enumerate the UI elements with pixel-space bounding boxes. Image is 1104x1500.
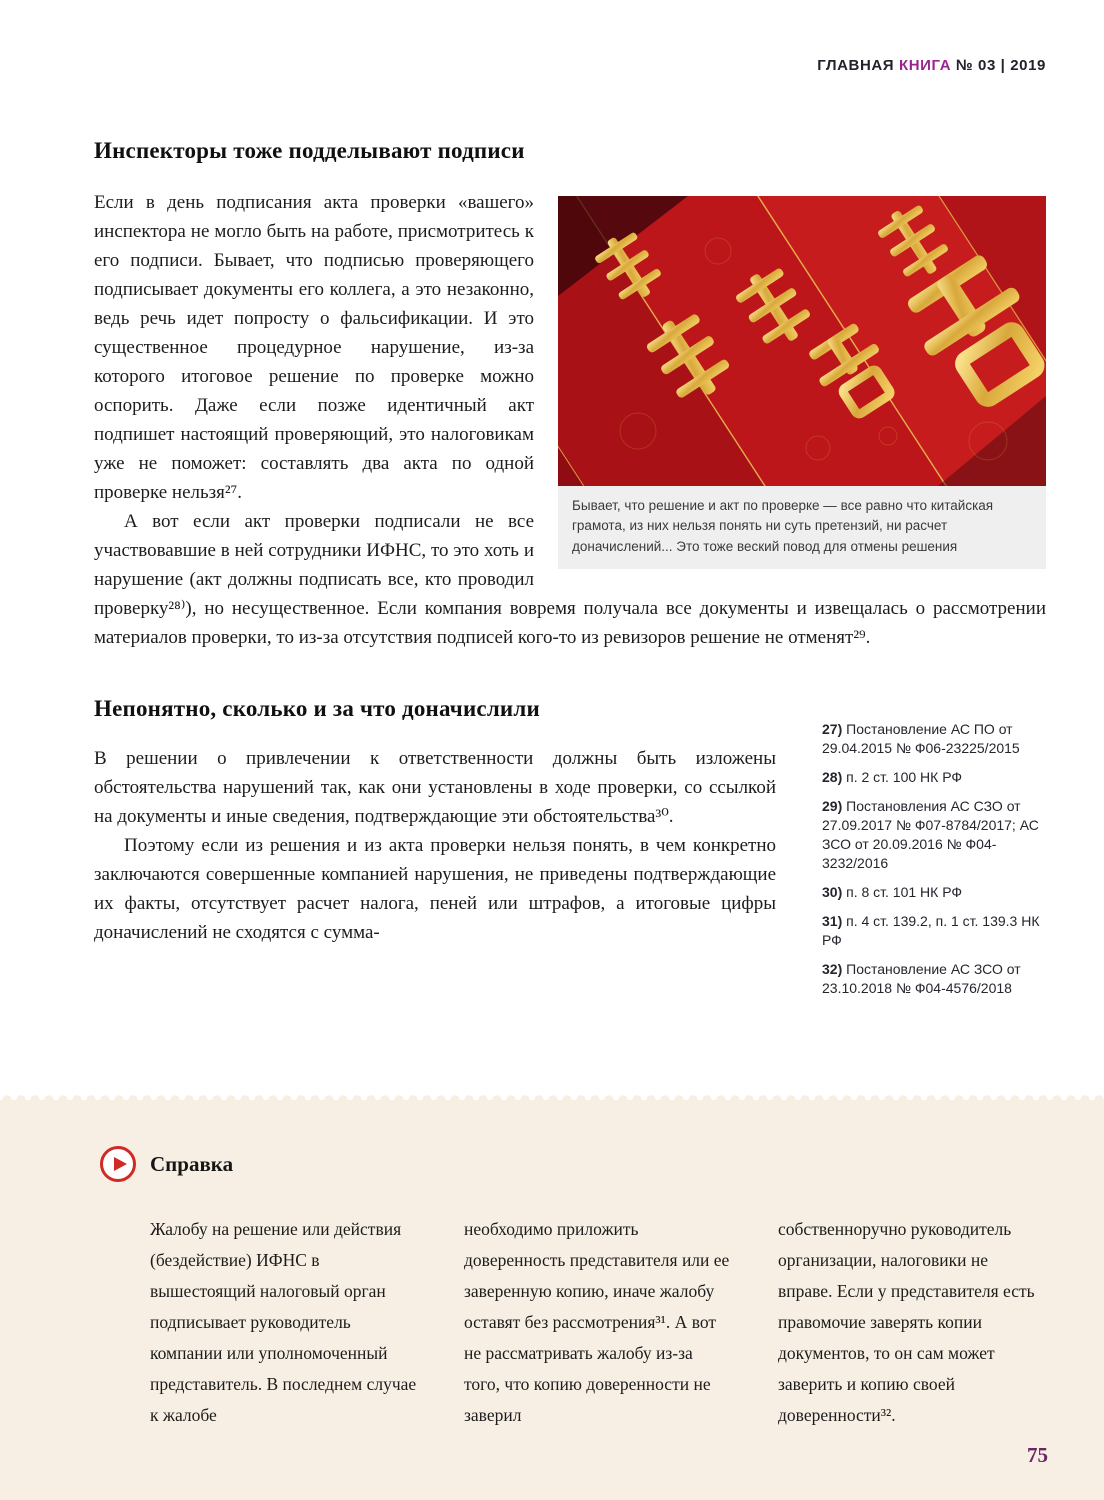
footnote	[822, 768, 1046, 787]
section1-title: Инспекторы тоже подделывают подписи	[94, 138, 525, 163]
footnote	[822, 883, 1046, 902]
body-paragraph: Поэтому если из решения и из акта проверки нельзя понять, в чем конкретно заключаются совершенные компанией нарушения, не приведены подтверждающие их факты, отсутствует расчет налога, пеней или штрафов, а итоговые цифры доначислений не сходятся с сумма-	[94, 835, 776, 943]
article-body	[94, 138, 1046, 1008]
body-paragraph: В решении о привлечении к ответственности должны быть изложены обстоятельства нарушений так, как они установлены в ходе проверки, со ссылкой на документы и иные сведения, подтверждающие эти обстоятельства³⁰.	[94, 748, 776, 827]
footnote-text: Постановление АС ЗСО от 23.10.2018 № Ф04-4576/2018	[822, 961, 1021, 996]
reference-col-2: необходимо приложить доверенность представителя или ее заверенную копию, иначе жалобу оставят без рассмотрения³¹. А вот не рассматривать жалобу из-за того, что копию доверенности не заверил	[464, 1219, 730, 1425]
footnote-number: 27)	[822, 721, 843, 737]
reference-box	[0, 1100, 1104, 1500]
section2-main-column	[94, 696, 776, 1008]
footnote-text: Постановления АС СЗО от 27.09.2017 № Ф07-8784/2017; АС ЗСО от 20.09.2016 № Ф04-3232/2016	[822, 798, 1039, 871]
footnote-number: 28)	[822, 769, 843, 785]
reference-header	[100, 1146, 1046, 1182]
footnote	[822, 720, 1046, 758]
footnote	[822, 797, 1046, 873]
brand-name-part1: ГЛАВНАЯ	[817, 57, 895, 74]
photo-caption: Бывает, что решение и акт по проверке — все равно что китайская грамота, из них нельзя понять ни суть претензий, ни расчет доначислений... Это тоже веский повод для отмены решения	[558, 486, 1046, 569]
brand-name-part2: КНИГА	[898, 57, 952, 74]
footnote-number: 30)	[822, 884, 843, 900]
footnote-number: 29)	[822, 798, 843, 814]
footnote-text: п. 4 ст. 139.2, п. 1 ст. 139.3 НК РФ	[822, 913, 1040, 948]
section2	[94, 652, 1046, 1008]
page-number: 75	[1027, 1443, 1048, 1467]
play-icon	[100, 1146, 136, 1182]
reference-col-1: Жалобу на решение или действия (бездействие) ИФНС в вышестоящий налоговый орган подписывает руководитель компании или уполномоченный представитель. В последнем случае к жалобе	[150, 1219, 417, 1425]
footnote-number: 31)	[822, 913, 843, 929]
article-figure	[558, 196, 1046, 569]
reference-columns	[150, 1214, 1046, 1431]
footnote-text: Постановление АС ПО от 29.04.2015 № Ф06-23225/2015	[822, 721, 1020, 756]
triangle-icon	[114, 1157, 127, 1171]
footnote-number: 32)	[822, 961, 843, 977]
footnote	[822, 912, 1046, 950]
body-paragraph: Если в день подписания акта проверки «вашего» инспектора не могло быть на работе, присмотритесь к его подписи. Бывает, что подписью проверяющего подписывает документы его коллега, а это незаконно, ведь речь идет попросту о фальсификации. И это существенное процедурное нарушение, из-за которого итоговое решение по проверке можно оспорить. Даже если позже идентичный акт подпишет настоящий проверяющий, это налоговикам уже не поможет: составлять два акта по одной проверке нельзя²⁷.	[94, 192, 534, 503]
issue-number: № 03 | 2019	[955, 57, 1046, 74]
magazine-header	[817, 57, 1046, 74]
body-paragraph: А вот если акт проверки подписали не все участвовавшие в ней сотрудники ИФНС, то это хоть и нарушение (акт должны подписать все, кто проводил проверку²⁸⁾), но несущественное. Если компания вовремя получала все документы и извещалась о рассмотрении материалов проверки, то из-за отсутствия подписей кого-то из ревизоров решение не отменят²⁹.	[94, 511, 1046, 648]
red-envelopes-photo	[558, 196, 1046, 486]
footnotes-sidebar	[822, 696, 1046, 1008]
footnote	[822, 960, 1046, 998]
footnote-text: п. 8 ст. 101 НК РФ	[846, 884, 963, 900]
section2-title: Непонятно, сколько и за что доначислили	[94, 696, 540, 721]
reference-col-3: собственноручно руководитель организации, налоговики не вправе. Если у представителя есть правомочие заверять копии документов, то он сам может заверить и копию своей доверенности³².	[778, 1219, 1035, 1425]
footnote-text: п. 2 ст. 100 НК РФ	[846, 769, 963, 785]
reference-title: Справка	[150, 1151, 234, 1176]
